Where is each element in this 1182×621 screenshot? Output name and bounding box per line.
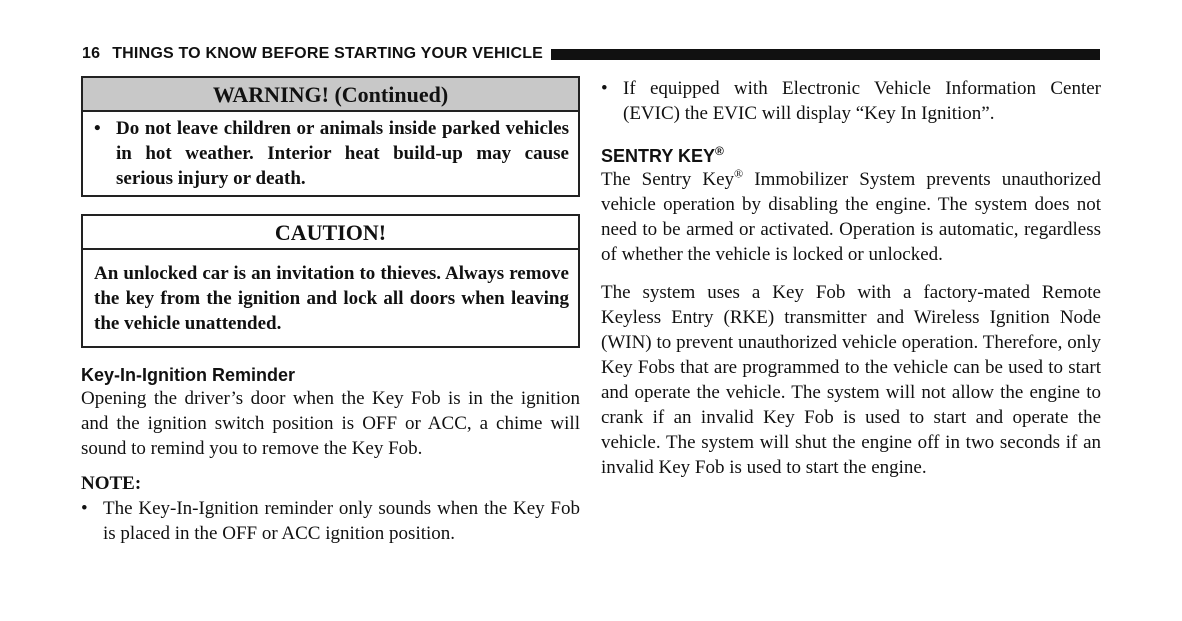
- sentry-key-heading: [601, 145, 1101, 167]
- key-in-ignition-paragraph: Opening the driver’s door when the Key Fob is in the ignition and the ignition switch position is OFF or ACC, a chime will sound to remind you to remove the Key Fob.: [81, 388, 580, 459]
- sentry-key-paragraph-1: [601, 167, 1101, 267]
- right-column: [601, 76, 1101, 480]
- warning-body: [83, 112, 578, 197]
- sentry-para1-rest: Immobilizer System prevents unauthorized vehicle operation by disabling the engine. The system does not need to be armed or activated. Operation is automatic, regardless of whether the vehicle is locked or unlocked.: [601, 169, 1101, 265]
- caution-body: An unlocked car is an invitation to thieves. Always remove the key from the ignition and lock all doors when leaving the vehicle unattended.: [94, 263, 569, 334]
- sentry-key-heading-text: SENTRY KEY: [601, 146, 716, 166]
- page-header: [82, 44, 1100, 64]
- sentry-para1-start: The Sentry Key: [601, 169, 735, 190]
- note-bullet-text: The Key-In-Ignition reminder only sounds when the Key Fob is placed in the OFF or ACC ignition position.: [103, 498, 580, 544]
- registered-mark: ®: [734, 166, 744, 181]
- evic-bullet: [601, 76, 1101, 126]
- warning-bullet: [94, 116, 569, 191]
- bullet-dot: •: [81, 498, 88, 519]
- key-in-ignition-heading: Key-In-Ignition Reminder: [81, 365, 296, 385]
- note-label: NOTE:: [81, 473, 142, 494]
- evic-bullet-text: If equipped with Electronic Vehicle Information Center (EVIC) the EVIC will display “Key In Ignition”.: [623, 78, 1101, 124]
- note-bullet: [81, 496, 580, 546]
- bullet-dot: •: [601, 78, 608, 99]
- caution-title: CAUTION!: [83, 216, 578, 250]
- header-rule: [551, 49, 1100, 60]
- registered-mark: ®: [715, 144, 724, 158]
- left-column: [81, 76, 580, 546]
- header-text: [82, 45, 543, 63]
- warning-box: [81, 76, 580, 197]
- caution-box: [81, 214, 580, 348]
- bullet-dot: •: [94, 118, 101, 139]
- sentry-key-paragraph-2: The system uses a Key Fob with a factory-mated Remote Keyless Entry (RKE) transmitter and Wireless Ignition Node (WIN) to prevent unauthorized vehicle operation. Therefore, only Key Fobs that are programmed to the vehicle can be used to start and operate the vehicle. The system will not allow the engine to crank if an invalid Key Fob is used to start and operate the vehicle. The system will shut the engine off in two seconds if an invalid Key Fob is used to start the engine.: [601, 282, 1101, 478]
- chapter-title: THINGS TO KNOW BEFORE STARTING YOUR VEHICLE: [112, 45, 544, 62]
- warning-bullet-text: Do not leave children or animals inside parked vehicles in hot weather. Interior heat build-up may cause serious injury or death.: [116, 118, 569, 189]
- warning-title: WARNING! (Continued): [83, 78, 578, 112]
- page-number: 16: [82, 45, 101, 62]
